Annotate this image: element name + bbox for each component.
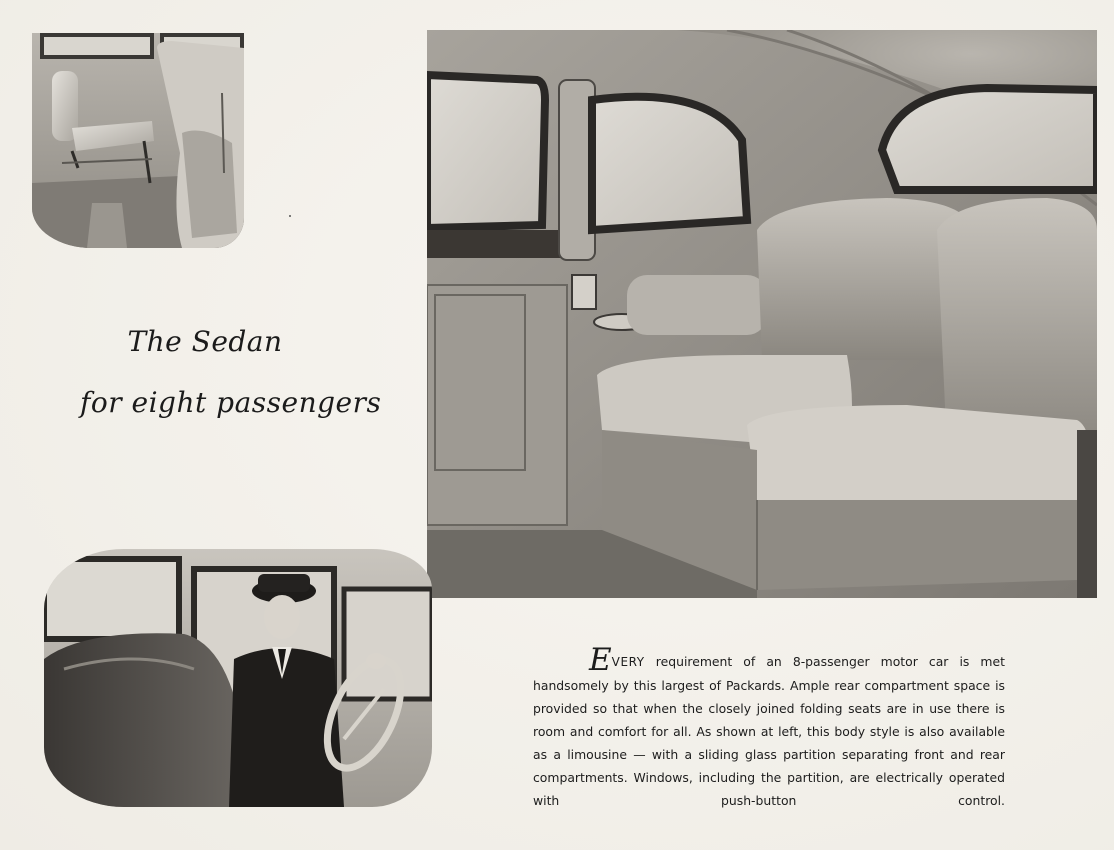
rear-compartment-illustration xyxy=(427,30,1097,598)
title-line-1: The Sedan xyxy=(127,325,283,358)
body-copy xyxy=(533,642,1005,812)
folding-seat-illustration xyxy=(32,33,244,248)
chauffeur-illustration xyxy=(44,549,432,807)
first-word-smallcaps: VERY xyxy=(611,655,645,669)
body-paragraph: requirement of an 8-passenger motor car is met handsomely by this largest of Packards. Ample rear compartment space is provided so that when the closely joined folding seats are in use there is room and comfort for all. As shown at left, this body style is also available as a limousine — with a sliding glass partition separating front and rear compartments. Windows, including the partition, are electrically operated with push-button control. xyxy=(533,654,1005,808)
page-speck xyxy=(289,215,291,217)
folding-seat-photo xyxy=(32,33,244,248)
rear-compartment-photo xyxy=(427,30,1097,598)
title-line-2: for eight passengers xyxy=(80,386,382,419)
drop-cap-letter: E xyxy=(589,642,612,678)
page-title xyxy=(60,320,400,430)
chauffeur-photo xyxy=(44,549,432,807)
